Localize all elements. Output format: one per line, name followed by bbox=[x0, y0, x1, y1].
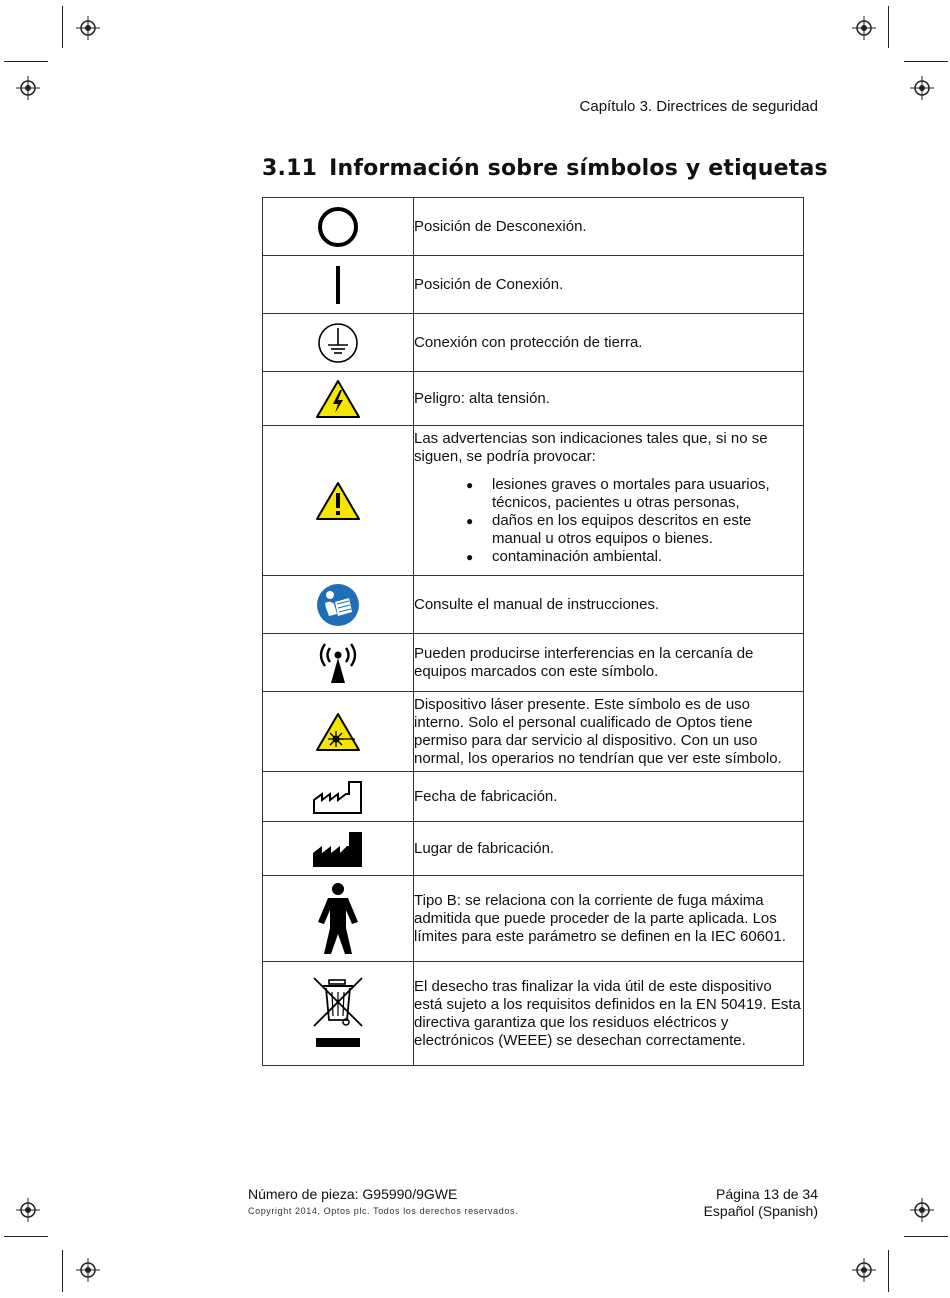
crop-mark bbox=[4, 1236, 48, 1237]
part-number: Número de pieza: G95990/9GWE bbox=[248, 1186, 458, 1202]
table-row bbox=[263, 772, 804, 822]
section-title bbox=[262, 156, 828, 181]
copyright: Copyright 2014, Optos plc. Todos los derechos reservados. bbox=[248, 1206, 519, 1216]
off-circle-icon bbox=[316, 205, 360, 249]
general-warning-icon bbox=[315, 481, 361, 521]
crop-mark bbox=[888, 1250, 889, 1292]
list-item: ● lesiones graves o mortales para usuarios, técnicos, pacientes u otras personas, bbox=[492, 476, 803, 512]
table-row bbox=[263, 198, 804, 256]
table-row bbox=[263, 256, 804, 314]
on-bar-icon bbox=[333, 264, 343, 306]
crop-mark bbox=[904, 61, 948, 62]
chapter-header: Capítulo 3. Directrices de seguridad bbox=[579, 98, 818, 115]
crop-mark bbox=[888, 6, 889, 48]
section-title-text: Información sobre símbolos y etiquetas bbox=[329, 156, 828, 181]
crop-mark bbox=[62, 6, 63, 48]
crop-mark bbox=[62, 1250, 63, 1292]
section-number: 3.11 bbox=[262, 156, 318, 181]
row-description: Fecha de fabricación. bbox=[414, 772, 804, 822]
high-voltage-warning-icon bbox=[315, 379, 361, 419]
row-description: Conexión con protección de tierra. bbox=[414, 314, 804, 372]
table-row bbox=[263, 962, 804, 1066]
row-description: El desecho tras finalizar la vida útil de este dispositivo está sujeto a los requisitos definidos en la EN 50419. Esta directiva garantiza que los residuos eléctricos y electrónicos (WEEE) se desechan correctamente. bbox=[414, 962, 804, 1066]
laser-warning-icon bbox=[315, 712, 361, 752]
warning-list bbox=[414, 476, 803, 566]
registration-mark-icon bbox=[852, 1258, 876, 1282]
page-number: Página 13 de 34 bbox=[716, 1186, 818, 1202]
registration-mark-icon bbox=[16, 1198, 40, 1222]
consult-manual-icon bbox=[315, 582, 361, 628]
symbols-table bbox=[262, 197, 804, 1066]
row-description: Pueden producirse interferencias en la cercanía de equipos marcados con este símbolo. bbox=[414, 634, 804, 692]
warning-intro: Las advertencias son indicaciones tales que, si no se siguen, se podría provocar: bbox=[414, 430, 768, 465]
table-row bbox=[263, 314, 804, 372]
row-description: Dispositivo láser presente. Este símbolo es de uso interno. Solo el personal cualificado de Optos tiene permiso para dar servicio al dispositivo. Con un uso normal, los operarios no tendrían que ver este símbolo. bbox=[414, 692, 804, 772]
row-description: Consulte el manual de instrucciones. bbox=[414, 576, 804, 634]
table-row bbox=[263, 426, 804, 576]
row-description: Peligro: alta tensión. bbox=[414, 372, 804, 426]
date-of-manufacture-icon bbox=[311, 778, 365, 816]
table-row bbox=[263, 372, 804, 426]
table-row bbox=[263, 876, 804, 962]
crop-mark bbox=[4, 61, 48, 62]
registration-mark-icon bbox=[16, 76, 40, 100]
registration-mark-icon bbox=[852, 16, 876, 40]
row-description: Tipo B: se relaciona con la corriente de fuga máxima admitida que puede proceder de la parte aplicada. Los límites para este parámetro se definen en la IEC 60601. bbox=[414, 876, 804, 962]
protective-earth-icon bbox=[316, 321, 360, 365]
crop-mark bbox=[904, 1236, 948, 1237]
language: Español (Spanish) bbox=[703, 1203, 818, 1219]
footer-left bbox=[248, 1186, 518, 1216]
table-row bbox=[263, 822, 804, 876]
row-description: Posición de Conexión. bbox=[414, 256, 804, 314]
list-item: ● contaminación ambiental. bbox=[492, 548, 803, 566]
footer-right bbox=[600, 1186, 818, 1220]
row-description: Lugar de fabricación. bbox=[414, 822, 804, 876]
list-item: ● daños en los equipos descritos en este manual u otros equipos o bienes. bbox=[492, 512, 803, 548]
type-b-applied-part-icon bbox=[316, 882, 360, 956]
registration-mark-icon bbox=[76, 1258, 100, 1282]
row-description: Posición de Desconexión. bbox=[414, 198, 804, 256]
non-ionizing-radiation-icon bbox=[315, 641, 361, 685]
table-row bbox=[263, 692, 804, 772]
registration-mark-icon bbox=[910, 76, 934, 100]
table-row bbox=[263, 634, 804, 692]
table-row bbox=[263, 576, 804, 634]
manufacturer-icon bbox=[311, 829, 365, 869]
registration-mark-icon bbox=[76, 16, 100, 40]
registration-mark-icon bbox=[910, 1198, 934, 1222]
weee-crossed-bin-icon bbox=[310, 976, 366, 1052]
